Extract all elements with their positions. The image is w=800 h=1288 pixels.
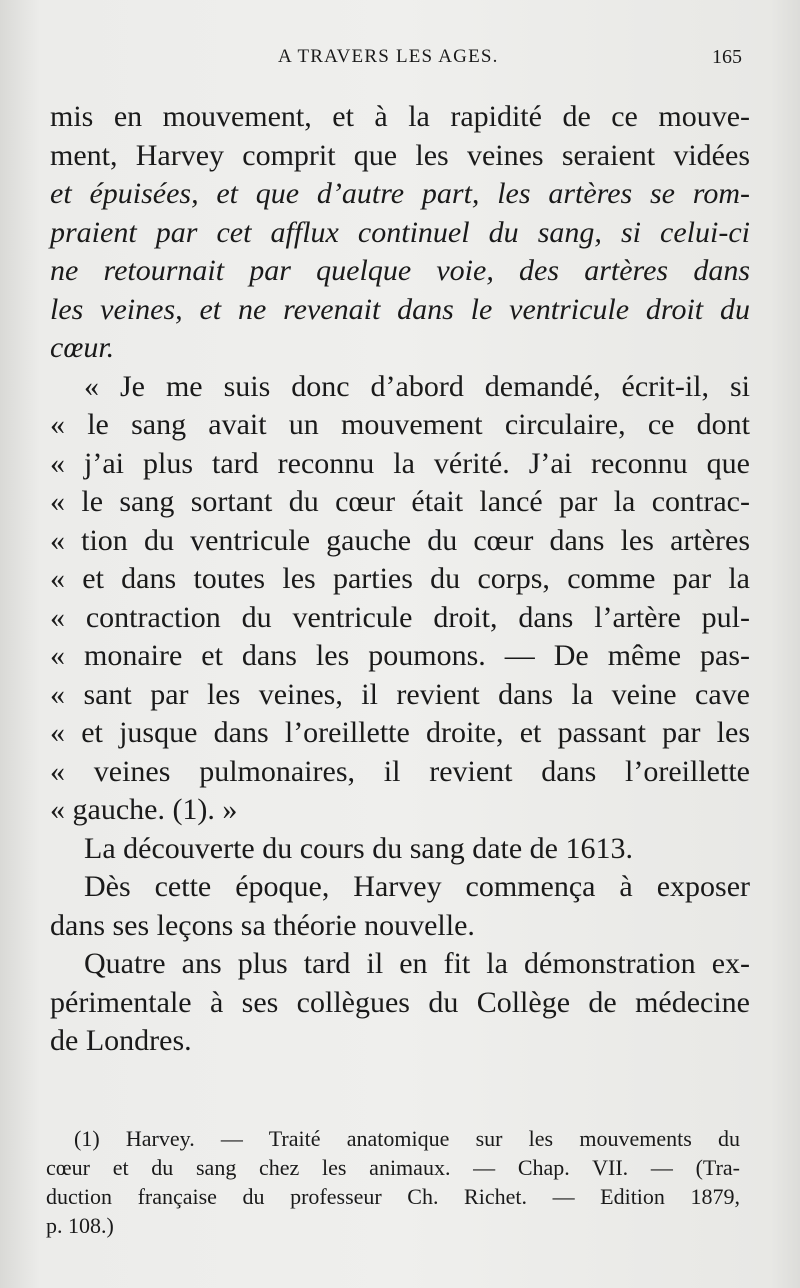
text-line: périmentale à ses collègues du Collège de médecine: [50, 985, 750, 1019]
footnote-line: duction française du professeur Ch. Richet. — Edition 1879,: [46, 1184, 740, 1209]
footnote: [46, 1124, 740, 1240]
quote-line: « gauche. (1). »: [50, 793, 238, 826]
text-line: ne retournait par quelque voie, des artères dans: [50, 254, 750, 287]
quote-line: « le sang avait un mouvement circulaire, ce dont: [50, 408, 750, 441]
quote-line: « j’ai plus tard reconnu la vérité. J’ai reconnu que: [50, 446, 750, 480]
quote-line: « et jusque dans l’oreillette droite, et passant par les: [50, 716, 750, 749]
quote-line: « le sang sortant du cœur était lancé par la contrac-: [50, 485, 750, 518]
text-line: La découverte du cours du sang date de 1613.: [84, 831, 633, 865]
page-number: 165: [712, 46, 742, 68]
text-line: dans ses leçons sa théorie nouvelle.: [50, 908, 475, 942]
quote-line: « et dans toutes les parties du corps, comme par la: [50, 562, 750, 595]
text-line: Quatre ans plus tard il en fit la démonstration ex-: [84, 947, 750, 980]
quote-line: « tion du ventricule gauche du cœur dans les artères: [50, 523, 750, 557]
footnote-line: (1) Harvey. — Traité anatomique sur les mouvements du: [74, 1126, 740, 1151]
text-line: de Londres.: [50, 1024, 192, 1057]
footnote-line: p. 108.): [46, 1213, 114, 1238]
quote-line: « Je me suis donc d’abord demandé, écrit-il, si: [84, 369, 750, 403]
text-line: et épuisées, et que d’autre part, les artères se rom-: [50, 177, 750, 210]
text-line: les veines, et ne revenait dans le ventricule droit du: [50, 292, 750, 326]
quote-line: « sant par les veines, il revient dans la veine cave: [50, 677, 750, 711]
text-line: Dès cette époque, Harvey commença à exposer: [84, 870, 750, 903]
text-line: praient par cet afflux continuel du sang, si celui-ci: [50, 215, 750, 249]
running-head: [0, 46, 800, 76]
quote-line: « monaire et dans les poumons. — De même pas-: [50, 639, 750, 672]
text-line: ment, Harvey comprit que les veines seraient vidées: [50, 138, 750, 172]
text-line: cœur.: [50, 331, 115, 364]
running-title: A TRAVERS LES AGES.: [278, 46, 499, 67]
text-line: mis en mouvement, et à la rapidité de ce mouve-: [50, 100, 750, 133]
body-text: [50, 98, 750, 1061]
footnote-line: cœur et du sang chez les animaux. — Chap. VII. — (Tra-: [46, 1155, 740, 1180]
quote-line: « contraction du ventricule droit, dans l’artère pul-: [50, 600, 750, 634]
quote-line: « veines pulmonaires, il revient dans l’oreillette: [50, 754, 750, 788]
